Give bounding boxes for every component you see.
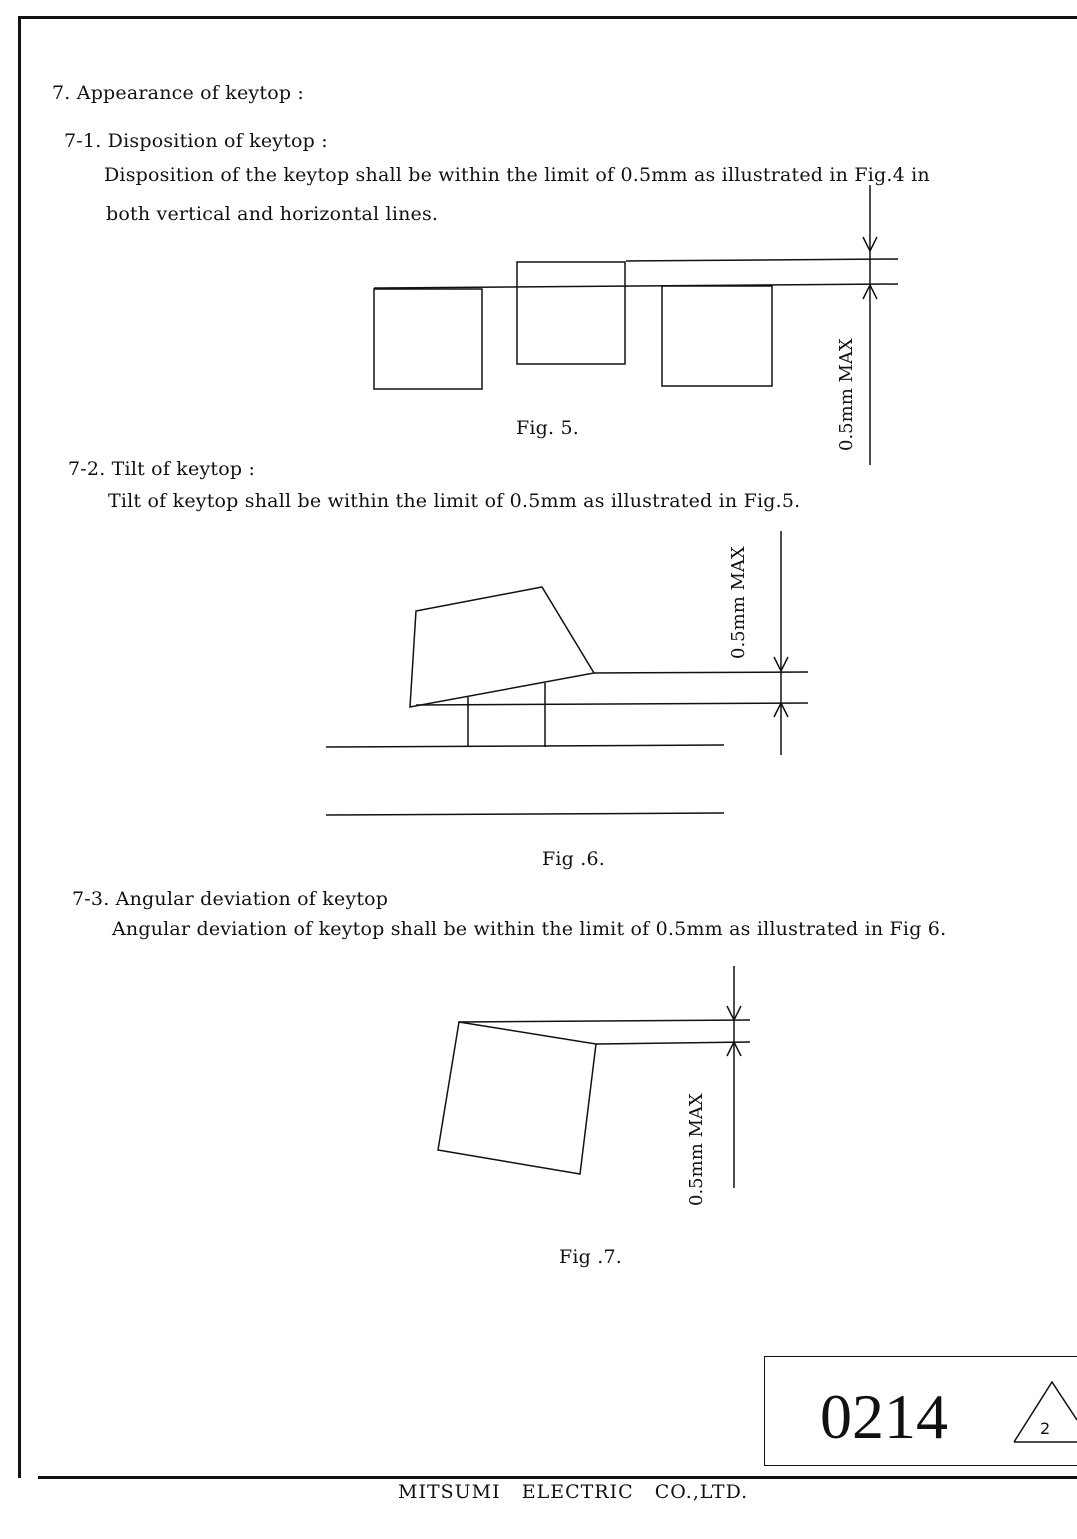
fig6-lower-reference-line — [416, 703, 808, 705]
fig5-keytop-middle — [517, 262, 625, 364]
figure-6-diagram — [320, 525, 820, 825]
company-footer: MITSUMI ELECTRIC CO.,LTD. — [398, 1481, 749, 1503]
fig5-caption: Fig. 5. — [516, 417, 580, 439]
fig7-lower-reference-line — [596, 1042, 750, 1044]
page-frame-left — [18, 16, 21, 1478]
revision-triangle — [1010, 1376, 1077, 1446]
fig5-baseline — [374, 284, 898, 288]
subsection-7-3-body-line1: Angular deviation of keytop shall be within the limit of 0.5mm as illustrated in Fig 6. — [112, 918, 947, 940]
fig7-upper-reference-line — [459, 1020, 750, 1022]
revision-number: 2 — [1040, 1419, 1051, 1438]
section-heading: 7. Appearance of keytop : — [52, 82, 305, 104]
subsection-7-1-heading: 7-1. Disposition of keytop : — [64, 130, 328, 152]
fig6-caption: Fig .6. — [542, 848, 606, 870]
subsection-7-2-body-line1: Tilt of keytop shall be within the limit of 0.5mm as illustrated in Fig.5. — [108, 490, 801, 512]
page-frame-top — [18, 16, 1077, 19]
subsection-7-3-heading: 7-3. Angular deviation of keytop — [72, 888, 389, 910]
fig6-dimension-label: 0.5mm MAX — [728, 546, 749, 659]
fig6-tilted-keytop — [410, 587, 594, 707]
fig7-dimension-label: 0.5mm MAX — [686, 1093, 707, 1206]
fig6-base-line-lower — [326, 813, 724, 815]
document-number: 0214 — [820, 1381, 948, 1452]
figure-7-diagram — [420, 960, 780, 1220]
fig7-rotated-keytop — [438, 1022, 596, 1174]
fig5-upper-reference-line — [626, 259, 898, 261]
subsection-7-1-body-line2: both vertical and horizontal lines. — [106, 203, 439, 225]
subsection-7-1-body-line1: Disposition of the keytop shall be within the limit of 0.5mm as illustrated in Fig.4 in — [104, 164, 930, 186]
fig7-caption: Fig .7. — [559, 1246, 623, 1268]
fig5-keytop-right — [662, 286, 772, 386]
fig5-keytop-left — [374, 289, 482, 389]
page-frame-bottom — [38, 1476, 1077, 1479]
fig6-upper-reference-line — [594, 672, 808, 673]
figure-5-diagram — [360, 185, 920, 475]
fig5-dimension-label: 0.5mm MAX — [836, 338, 857, 451]
subsection-7-2-heading: 7-2. Tilt of keytop : — [68, 458, 256, 480]
fig6-base-line-upper — [326, 745, 724, 747]
